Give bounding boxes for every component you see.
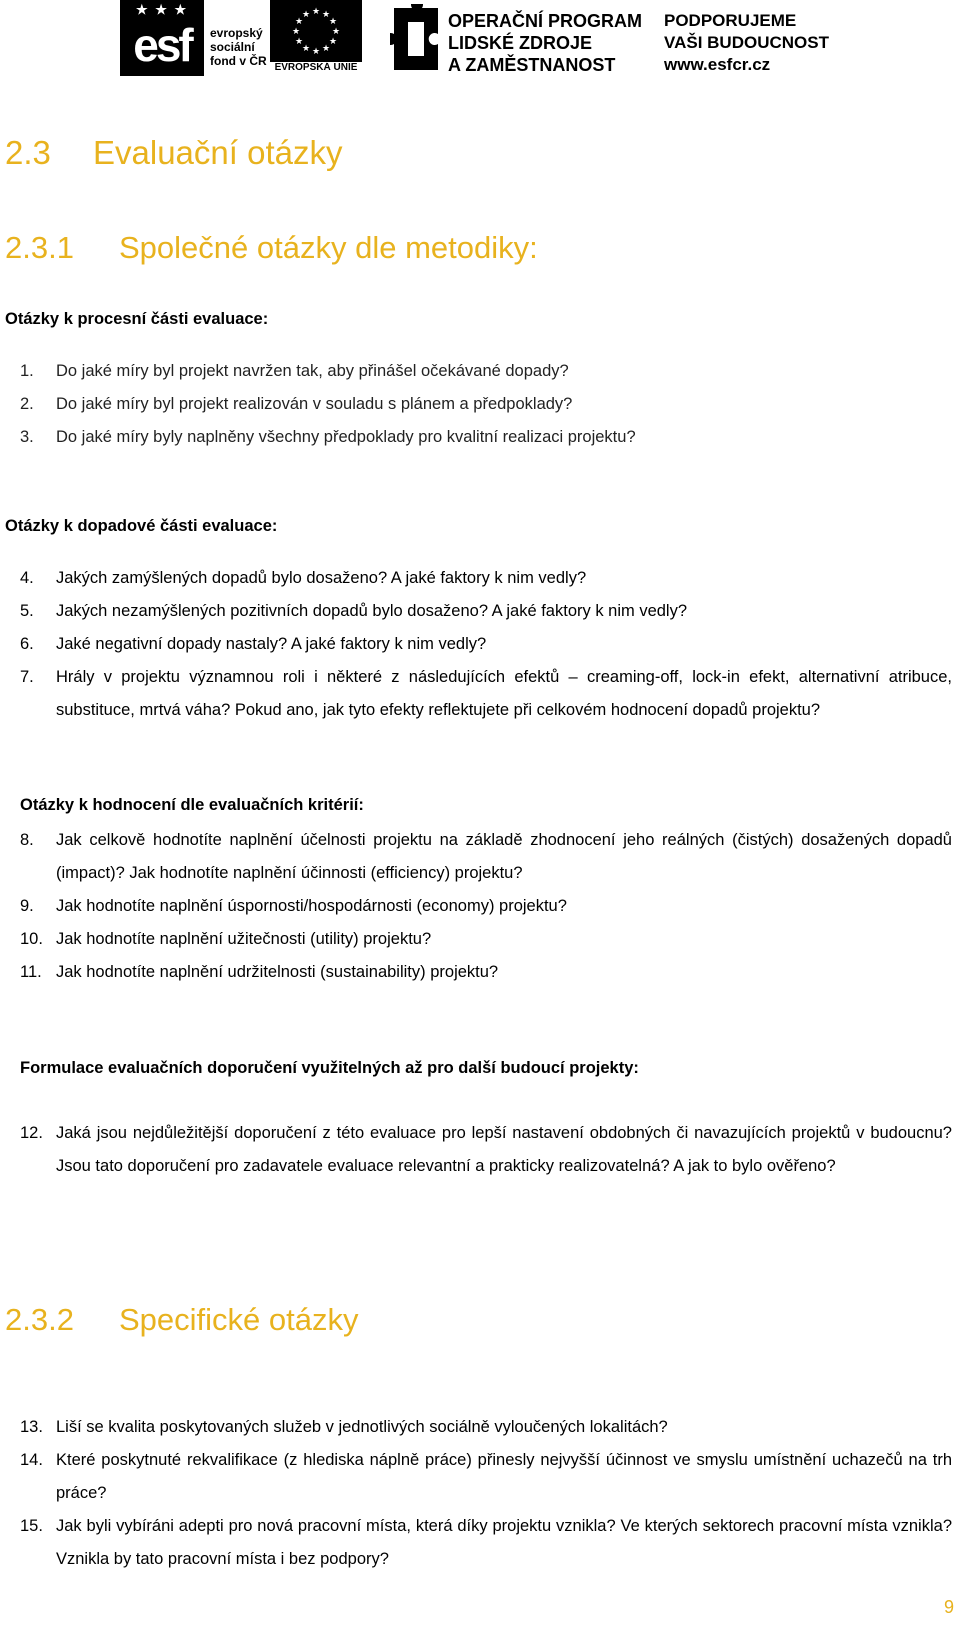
- svg-text:★: ★: [294, 37, 304, 47]
- subsection-title: Společné otázky dle metodiky:: [119, 230, 538, 265]
- question-text: Do jaké míry byl projekt navržen tak, aby přinášel očekávané dopady?: [56, 362, 569, 380]
- subsection-title: Specifické otázky: [119, 1302, 359, 1337]
- question-item: [20, 1444, 952, 1510]
- esf-text-line: sociální: [210, 40, 255, 54]
- op-lzz-logo: [390, 4, 650, 76]
- page-number: 9: [943, 1597, 954, 1617]
- question-item: [20, 355, 952, 388]
- op-text-line: LIDSKÉ ZDROJE: [448, 33, 593, 53]
- svg-text:★: ★: [328, 37, 338, 47]
- eu-logo: [270, 0, 362, 76]
- svg-text:★: ★: [321, 10, 331, 20]
- question-item: [20, 595, 952, 628]
- question-text: Jaké negativní dopady nastaly? A jaké faktory k nim vedly?: [56, 635, 487, 653]
- question-number: 15.: [20, 1517, 43, 1535]
- question-item: [20, 956, 952, 989]
- question-text: Jak celkově hodnotíte naplnění účelnosti projektu na základě zhodnocení jeho reálných (čistých) dosažených dopadů (impact)? Jak hodnotíte naplnění účinnosti (efficiency) projektu?: [56, 831, 952, 882]
- question-text: Jak hodnotíte naplnění udržitelnosti (sustainability) projektu?: [56, 963, 499, 981]
- subsection-heading: [5, 230, 538, 266]
- svg-text:★: ★: [311, 7, 321, 17]
- support-text: [664, 10, 829, 76]
- section-title: Evaluační otázky: [93, 134, 343, 171]
- esf-logo-letters: esf: [133, 19, 191, 71]
- question-text: Které poskytnuté rekvalifikace (z hlediska náplně práce) přinesly nejvyšší účinnost ve smyslu umístnění uchazečů na trh práce?: [56, 1451, 952, 1502]
- header-logo-bar: [0, 0, 960, 80]
- op-text-line: OPERAČNÍ PROGRAM: [448, 11, 643, 31]
- star-icons: ★ ★ ★: [136, 2, 189, 17]
- question-number: 9.: [20, 897, 34, 915]
- subsection-heading: [5, 1302, 359, 1338]
- question-number: 13.: [20, 1418, 43, 1436]
- subsection-number: 2.3.1: [5, 230, 74, 265]
- question-text: Do jaké míry byl projekt realizován v souladu s plánem a předpoklady?: [56, 395, 573, 413]
- question-text: Hrály v projektu významnou roli i některé z následujících efektů – creaming-off, lock-in efekt, alternativní atribuce, substituce, mrtvá váha? Pokud ano, jak tyto efekty reflektujete při celkovém hodnocení dopadů projektu?: [56, 668, 952, 719]
- svg-text:★: ★: [301, 10, 311, 20]
- svg-text:★: ★: [331, 27, 341, 37]
- svg-text:★: ★: [321, 44, 331, 54]
- question-number: 5.: [20, 602, 34, 620]
- question-item: [20, 923, 952, 956]
- question-text: Jakých zamýšlených dopadů bylo dosaženo? A jaké faktory k nim vedly?: [56, 569, 587, 587]
- esf-logo-text: [210, 26, 267, 68]
- question-number: 6.: [20, 635, 34, 653]
- question-number: 4.: [20, 569, 34, 587]
- question-number: 12.: [20, 1124, 43, 1142]
- question-text: Liší se kvalita poskytovaných služeb v jednotlivých sociálně vyloučených lokalitách?: [56, 1418, 668, 1436]
- puzzle-icon: [390, 4, 442, 74]
- subsection-number: 2.3.2: [5, 1302, 74, 1337]
- question-number: 14.: [20, 1451, 43, 1469]
- esf-text-line: fond v ČR: [210, 54, 267, 68]
- question-item: [20, 562, 952, 595]
- group-label-doporuceni: Formulace evaluačních doporučení využitelných až pro další budoucí projekty:: [20, 1059, 639, 1077]
- eu-flag-icon: [270, 0, 362, 62]
- question-number: 3.: [20, 428, 34, 446]
- op-text-line: A ZAMĚSTNANOST: [448, 55, 616, 75]
- esf-logo-mark: [120, 0, 204, 76]
- question-number: 11.: [20, 963, 42, 981]
- question-item: [20, 1411, 952, 1444]
- question-number: 10.: [20, 930, 43, 948]
- group-label-dopadove: Otázky k dopadové části evaluace:: [5, 517, 278, 535]
- svg-text:★: ★: [291, 27, 301, 37]
- question-number: 8.: [20, 831, 34, 849]
- svg-text:★: ★: [328, 17, 338, 27]
- question-item: [20, 661, 952, 727]
- question-item: [20, 890, 952, 923]
- svg-text:★: ★: [311, 47, 321, 57]
- question-text: Jak hodnotíte naplnění úspornosti/hospodárnosti (economy) projektu?: [56, 897, 567, 915]
- question-number: 1.: [20, 362, 34, 380]
- section-number: 2.3: [5, 134, 51, 171]
- esf-text-line: evropský: [210, 26, 263, 40]
- question-text: Jaká jsou nejdůležitější doporučení z této evaluace pro lepší nastavení obdobných či navazujících projektů v budoucnu? Jsou tato doporučení pro zadavatele evaluace relevantní a prakticky realizovatelná? A jak to bylo ověřeno?: [56, 1124, 952, 1175]
- svg-text:★: ★: [301, 44, 311, 54]
- question-number: 7.: [20, 668, 34, 686]
- support-url[interactable]: www.esfcr.cz: [664, 55, 771, 74]
- support-text-line: PODPORUJEME: [664, 11, 797, 30]
- question-text: Jakých nezamýšlených pozitivních dopadů bylo dosaženo? A jaké faktory k nim vedly?: [56, 602, 688, 620]
- question-item: [20, 421, 952, 454]
- question-item: [20, 1117, 952, 1183]
- eu-caption: EVROPSKÁ UNIE: [274, 62, 358, 73]
- question-text: Jak hodnotíte naplnění užitečnosti (utility) projektu?: [56, 930, 432, 948]
- question-item: [20, 824, 952, 890]
- svg-text:★: ★: [294, 17, 304, 27]
- section-heading: [5, 134, 342, 172]
- op-text: [448, 10, 642, 76]
- question-number: 2.: [20, 395, 34, 413]
- group-label-kriteria: Otázky k hodnocení dle evaluačních kritérií:: [20, 796, 364, 814]
- question-item: [20, 1510, 952, 1576]
- question-item: [20, 628, 952, 661]
- question-text: Jak byli vybíráni adepti pro nová pracovní místa, která díky projektu vznikla? Ve kterých sektorech pracovní místa vznikla? Vznikla by tato pracovní místa i bez podpory?: [56, 1517, 952, 1568]
- question-text: Do jaké míry byly naplněny všechny předpoklady pro kvalitní realizaci projektu?: [56, 428, 636, 446]
- question-item: [20, 388, 952, 421]
- esf-logo: [120, 0, 270, 76]
- group-label-procesni: Otázky k procesní části evaluace:: [5, 310, 269, 328]
- support-text-line: VAŠI BUDOUCNOST: [664, 33, 829, 52]
